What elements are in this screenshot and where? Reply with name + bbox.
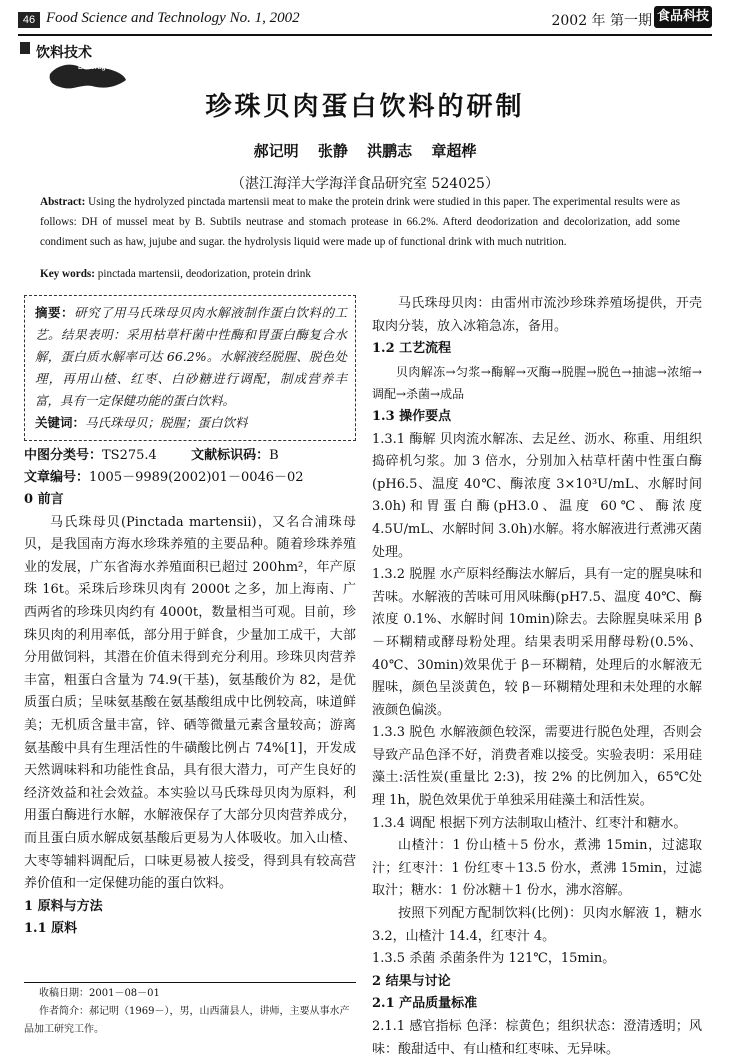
footnote-author: 作者简介：郝记明（1969－），男，山西蒲县人，讲师，主要从事水产品加工研究工作。 — [24, 1006, 350, 1035]
page-number: 46 — [18, 12, 40, 28]
heading-key-steps: 1.3 操作要点 — [372, 408, 452, 424]
keywords-en-label: Key words: — [40, 268, 95, 280]
heading-materials: 1.1 原料 — [24, 921, 78, 937]
header-rule — [18, 34, 712, 36]
section-name: 饮料技术 — [36, 45, 92, 61]
clc-label: 中图分类号： — [24, 448, 103, 463]
step-blending: 1.3.4 调配 根据下列方法制取山楂汁、红枣汁和糖水。 — [372, 815, 687, 831]
section-name-en: Beverage — [78, 64, 110, 71]
keywords-cn — [35, 412, 347, 434]
heading-materials-methods: 1 原料与方法 — [24, 898, 103, 914]
footnote-received: 收稿日期：2001－08－01 — [39, 988, 160, 999]
paper-affiliation: （湛江海洋大学海洋食品研究室 524025） — [231, 176, 499, 192]
abstract-cn — [35, 302, 347, 412]
keywords-cn-text: 马氏珠母贝；脱腥；蛋白饮料 — [85, 415, 248, 430]
right-column — [372, 293, 702, 1061]
keywords-en — [40, 268, 680, 280]
blending-formula: 按照下列配方配制饮料(比例)：贝肉水解液 1，糖水 3.2，山楂汁 14.4，红枣汁 4。 — [372, 906, 702, 944]
running-header — [0, 0, 730, 34]
abstract-cn-text: 研究了用马氏珠母贝肉水解液制作蛋白饮料的工艺。结果表明：采用枯草杆菌中性酶和胃蛋白酶复合水解，蛋白质水解率可达 66.2%。水解液经脱腥、脱色处理，再用山楂、红枣、白砂糖进行调配，制成营养丰富，具有一定保健功能的蛋白饮料。 — [35, 305, 347, 408]
paper-title: 珍珠贝肉蛋白饮料的研制 — [205, 92, 525, 122]
doc-code-label: 文献标识码： — [191, 448, 270, 463]
abstract-en-text: Using the hydrolyzed pinctada martensii meat to make the protein drink were studied in this paper. The experimental results were as follows: DH of mussel meat by B. Subtils neutrase and stomach protease in 66.2%. Afterd deodorization and decolorization, add some condiment such as haw, jujube and sugar. the hydrolysis liquid were made up of functional drink with much nutrition. — [40, 196, 681, 248]
article-meta — [24, 445, 356, 489]
step-sterilization: 1.3.5 杀菌 杀菌条件为 121℃，15min。 — [372, 951, 616, 967]
blending-recipes: 山楂汁：1 份山楂＋5 份水，煮沸 15min，过滤取汁；红枣汁：1 份红枣＋13.5 份水，煮沸 15min，过滤取汁；糖水：1 份冰糖＋1 份水，沸水溶解。 — [372, 838, 702, 899]
abstract-en-label: Abstract: — [40, 196, 86, 208]
step-deodorization: 1.3.2 脱腥 水产原料经酶法水解后，具有一定的腥臭味和苦味。水解液的苦味可用风味酶(pH7.5、温度 40℃、酶浓度 0.1%、水解时间 10min)除去。去除腥臭味采用 β－环糊精或酵母粉处理。结果表明采用酵母粉(0.5%、40℃、30min)效果优于 β－环糊精，处理后的水解液无腥味，颜色呈淡黄色，较 β－环糊精处理和未处理的水解液颜色偏淡。 — [372, 567, 702, 718]
section-badge — [18, 42, 138, 92]
process-flow: 贝肉解冻→匀浆→酶解→灭酶→脱腥→脱色→抽滤→浓缩→调配→杀菌→成品 — [372, 364, 702, 402]
keywords-en-text: pinctada martensii, deodorization, protein drink — [97, 268, 311, 280]
article-number-label: 文章编号： — [24, 470, 90, 485]
heading-introduction: 0 前言 — [24, 492, 64, 507]
badge-mark-icon — [20, 42, 30, 54]
doc-code-value: B — [269, 448, 279, 463]
material-paragraph: 马氏珠母贝肉：由雷州市流沙珍珠养殖场提供，开壳取肉分装，放入冰箱急冻，备用。 — [372, 296, 702, 334]
abstract-cn-label: 摘要： — [35, 305, 75, 320]
article-number-value: 1005－9989(2002)01－0046－02 — [89, 470, 304, 485]
clc-value: TS275.4 — [102, 448, 157, 463]
step-hydrolysis: 1.3.1 酶解 贝肉流水解冻、去足丝、沥水、称重、用组织捣碎机匀浆。加 3 倍水，分别加入枯草杆菌中性蛋白酶(pH6.5、温度 40℃、酶浓度 3×10³U/mL、水解时间 3.0h)和胃蛋白酶(pH3.0、温度 60℃、酶浓度 4.5U/mL、水解时间 3.0h)水解。将水解液进行煮沸灭菌处理。 — [372, 431, 702, 560]
issue-label: 2002 年 第一期 — [551, 13, 652, 29]
paper-authors: 郝记明 张静 洪鹏志 章超桦 — [253, 142, 477, 160]
journal-name: Food Science and Technology No. 1, 2002 — [46, 10, 300, 26]
footnote — [24, 982, 356, 1039]
abstract-en — [40, 192, 680, 252]
step-decolorization: 1.3.3 脱色 水解液颜色较深，需要进行脱色处理，否则会导致产品色泽不好，消费者难以接受。实验表明：采用硅藻土:活性炭(重量比 2:3)，按 2% 的比例加入，65℃处理 1h，脱色效果优于单独采用硅藻土和活性炭。 — [372, 725, 702, 809]
classification-line — [24, 445, 356, 467]
heading-quality-standard: 2.1 产品质量标准 — [372, 996, 478, 1012]
abstract-cn-box — [24, 295, 356, 441]
article-number-line — [24, 467, 356, 489]
journal-logo: 食品科技 — [654, 6, 712, 28]
sensory-index: 2.1.1 感官指标 色泽：棕黄色；组织状态：澄清透明；风味：酸甜适中、有山楂和红枣味、无异味。 — [372, 1019, 702, 1057]
heading-process: 1.2 工艺流程 — [372, 341, 452, 357]
keywords-cn-label: 关键词： — [35, 415, 86, 430]
left-column — [24, 295, 356, 941]
intro-paragraph: 马氏珠母贝(Pinctada martensii)，又名合浦珠母贝，是我国南方海水珍珠养殖的主要品种。随着珍珠养殖业的发展，广东省海水养殖面积已超过 200hm²，年产原珠 16t。采珠后珍珠贝肉有 2000t 之多，加上海南、广西两省的珍珠贝肉约有 4000t，数量相当可观。目前，珍珠贝肉的利用率低，部分用于鲜食，少量加工成干，大部分用做饲料，其潜在价值未得到充分利用。珍珠贝肉营养丰富，粗蛋白含量为 74.9(干基)，氨基酸价为 82，是优质蛋白质；呈味氨基酸在氨基酸组成中比例较高，味道鲜美；无机质含量丰富，锌、硒等微量元素含量较高；游离氨基酸中具有生理活性的牛磺酸比例占 74%[1]，开发成天然调味料和功能性食品，具有很大潜力，可产生良好的经济效益和社会效益。本实验以马氏珠母贝肉为原料，利用蛋白酶进行水解，水解液保存了大部分贝肉营养成分，而且蛋白质水解成氨基酸后更易为人体吸收。加入山楂、大枣等辅料调配后，口味更易被人接受，得到具有较高营养价值和一定保健功能的蛋白饮料。 — [24, 514, 356, 892]
heading-results: 2 结果与讨论 — [372, 973, 451, 989]
